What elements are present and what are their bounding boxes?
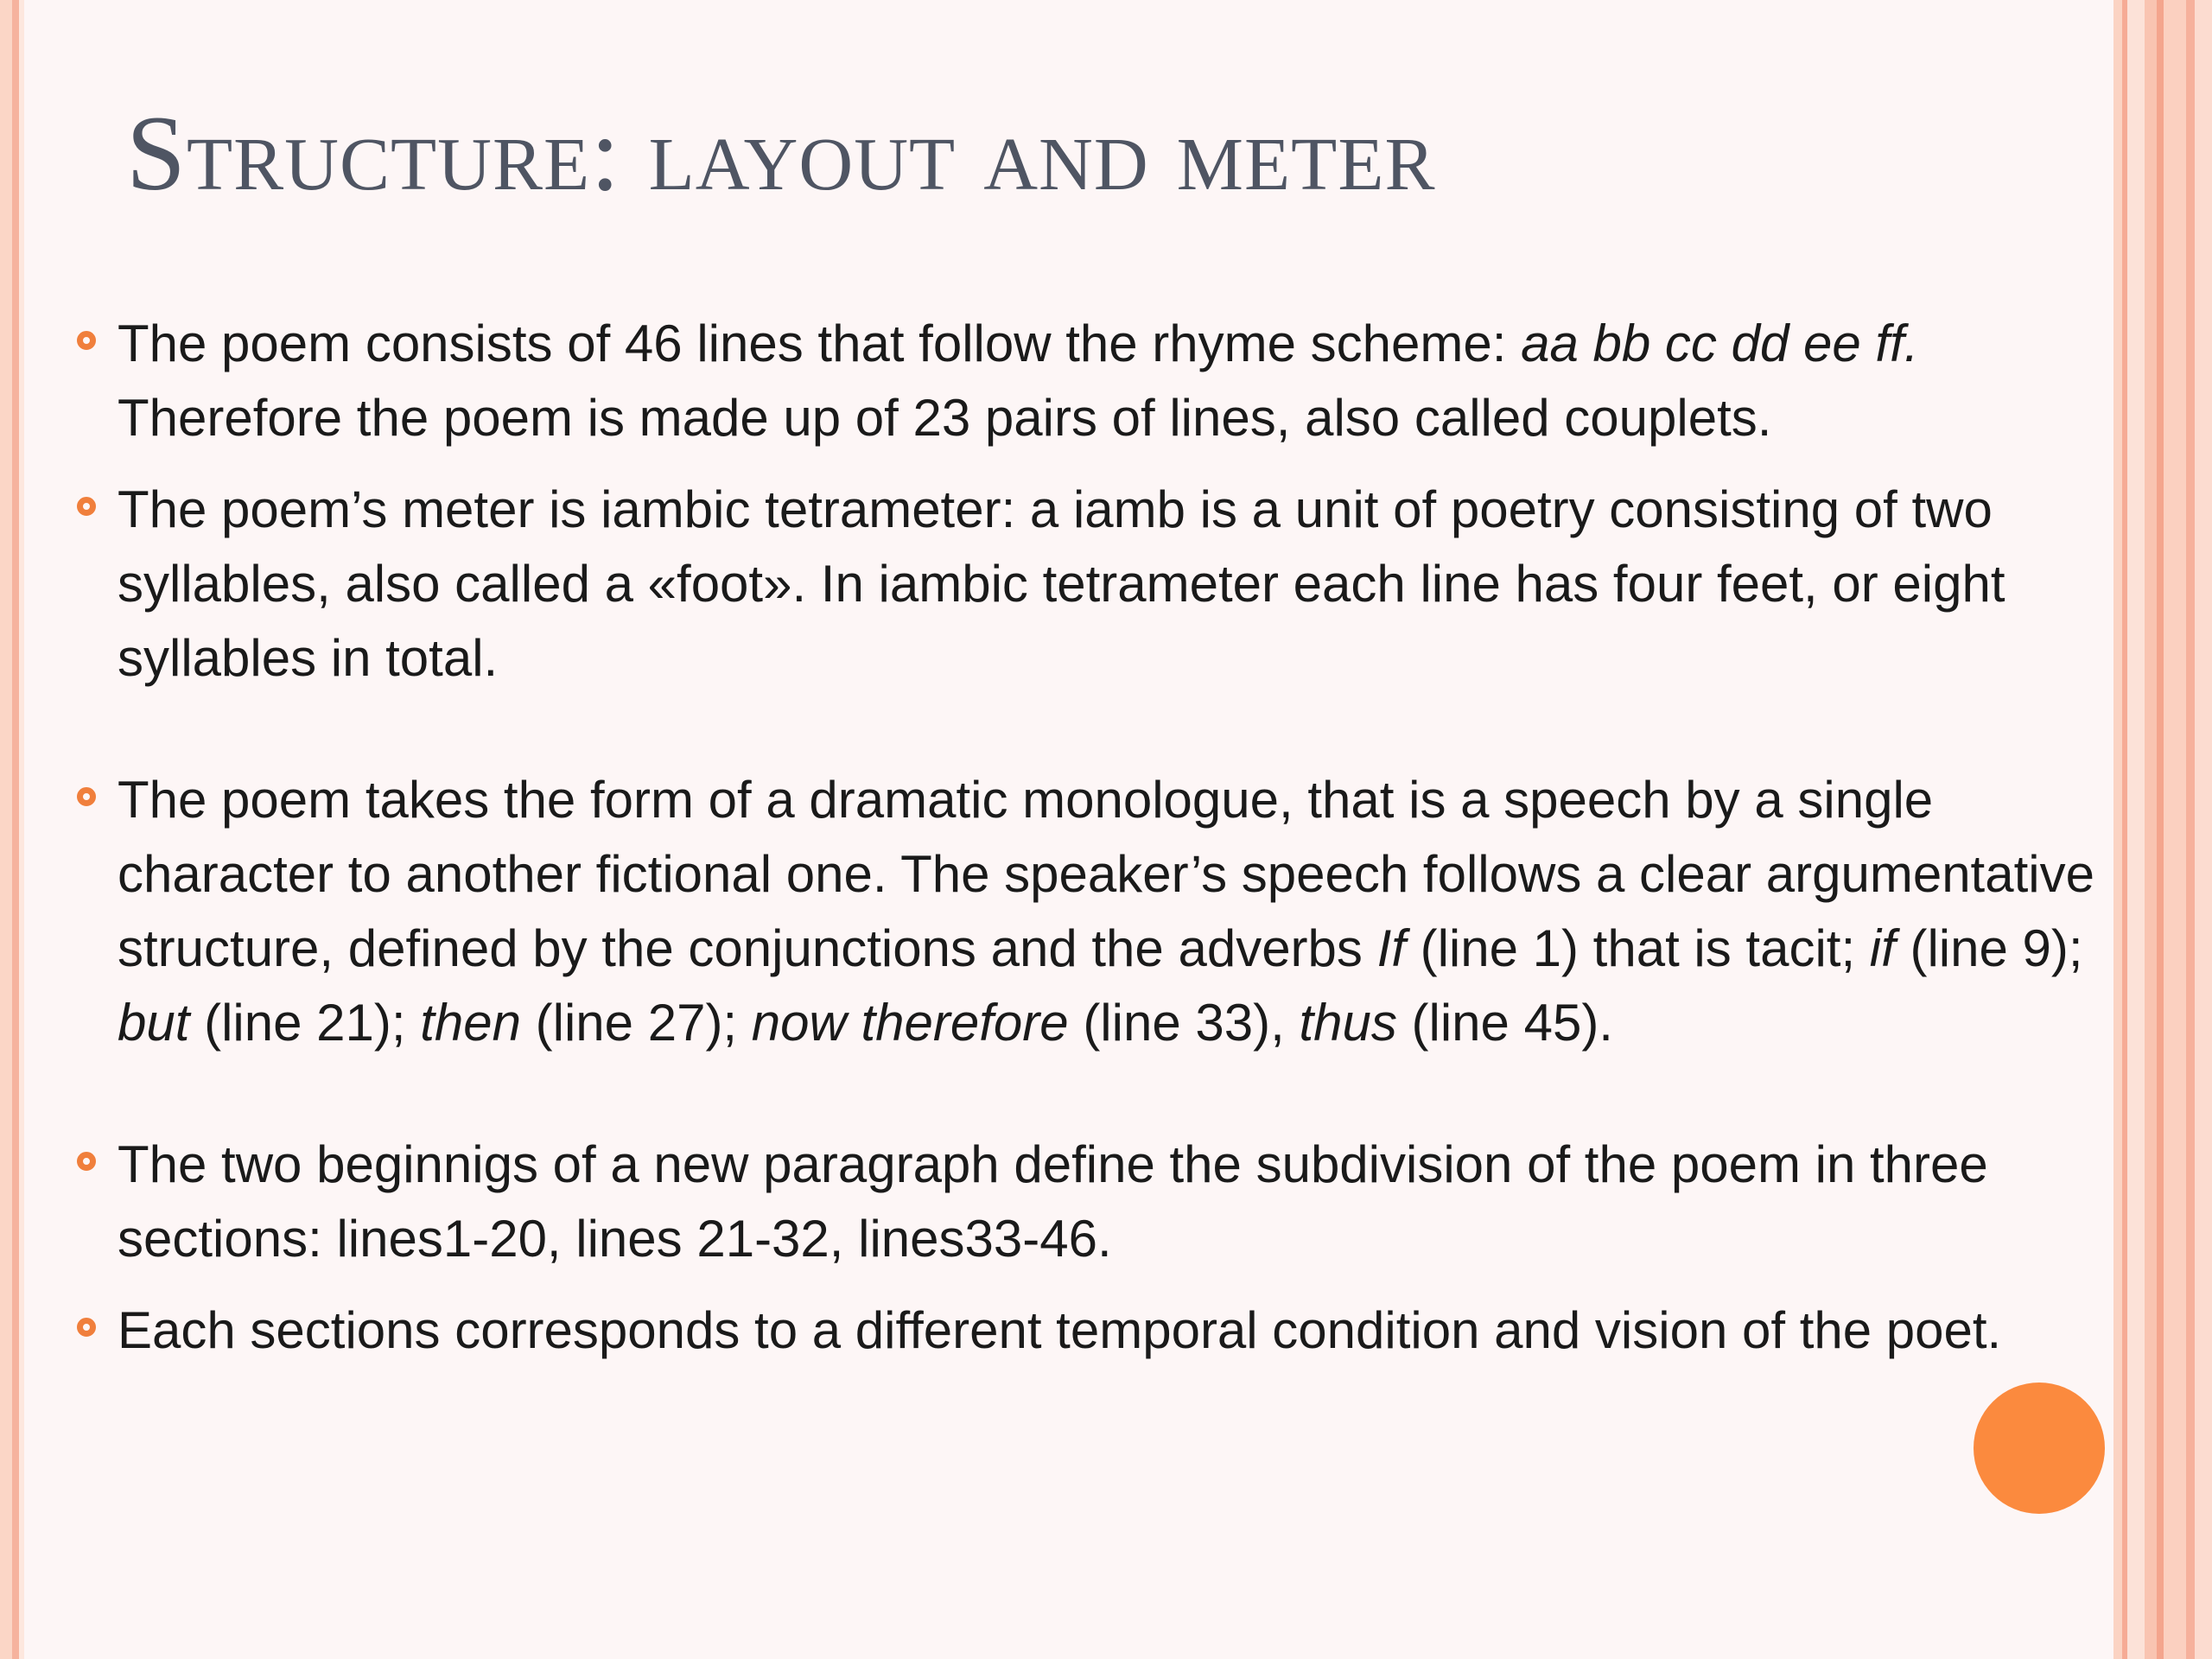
decorative-circle — [1974, 1382, 2105, 1514]
italic-text-segment: aa bb cc dd ee ff. — [1521, 315, 1919, 372]
bullet-text — [118, 763, 2112, 1060]
left-border-stripe — [19, 0, 24, 1659]
bullet-list — [73, 307, 2112, 1368]
italic-text-segment: if — [1869, 919, 1896, 977]
text-segment: (line 1) that is tacit; — [1405, 919, 1870, 977]
bullet-text — [118, 307, 2112, 455]
italic-text-segment: thus — [1299, 994, 1397, 1052]
text-segment: The poem’s meter is iambic tetrameter: a iamb is a unit of poetry consisting of two syllables, also called a «foot». In iambic tetrameter each line has four feet, or eight syllables in total. — [118, 480, 2005, 687]
right-border-stripe — [2195, 0, 2212, 1659]
left-border-stripe — [0, 0, 12, 1659]
slide-title: Structure: layout and meter — [126, 94, 1436, 213]
bullet-text — [118, 1294, 2112, 1368]
bullet-circle-icon — [77, 1152, 96, 1171]
bullet-item — [73, 1294, 2112, 1368]
italic-text-segment: but — [118, 994, 190, 1052]
bullet-item — [73, 307, 2112, 455]
bullet-text — [118, 1128, 2112, 1276]
text-segment: (line 45). — [1396, 994, 1613, 1052]
text-segment: (line 9); — [1895, 919, 2083, 977]
bullet-item — [73, 1128, 2112, 1276]
left-border-stripe — [12, 0, 19, 1659]
text-segment: (line 27); — [520, 994, 752, 1052]
text-segment: Therefore the poem is made up of 23 pairs of lines, also called couplets. — [118, 389, 1772, 447]
bullet-item — [73, 473, 2112, 696]
text-segment: The two beginnigs of a new paragraph define the subdivision of the poem in three sections: lines1-20, lines 21-32, lines33-46. — [118, 1135, 1988, 1268]
bullet-circle-icon — [77, 1318, 96, 1337]
right-border-stripe — [2145, 0, 2157, 1659]
italic-text-segment: If — [1376, 919, 1406, 977]
italic-text-segment: now therefore — [751, 994, 1069, 1052]
bullet-item — [73, 763, 2112, 1060]
text-segment: (line 33), — [1068, 994, 1300, 1052]
italic-text-segment: then — [420, 994, 521, 1052]
right-border-stripe — [2186, 0, 2195, 1659]
text-segment: (line 21); — [189, 994, 421, 1052]
text-segment: The poem takes the form of a dramatic monologue, that is a speech by a single character to another fictional one. The speaker’s speech follows a clear argumentative structure, defined by the conjunctions and the adverbs — [118, 771, 2094, 977]
right-border-stripe — [2127, 0, 2145, 1659]
bullet-circle-icon — [77, 331, 96, 350]
text-segment: The poem consists of 46 lines that follow the rhyme scheme: — [118, 315, 1522, 372]
bullet-text — [118, 473, 2112, 696]
bullet-circle-icon — [77, 787, 96, 806]
right-border-stripe — [2157, 0, 2164, 1659]
bullet-circle-icon — [77, 497, 96, 516]
text-segment: Each sections corresponds to a different temporal condition and vision of the poet. — [118, 1301, 2002, 1359]
right-border-stripe — [2113, 0, 2122, 1659]
right-border-stripe — [2164, 0, 2186, 1659]
